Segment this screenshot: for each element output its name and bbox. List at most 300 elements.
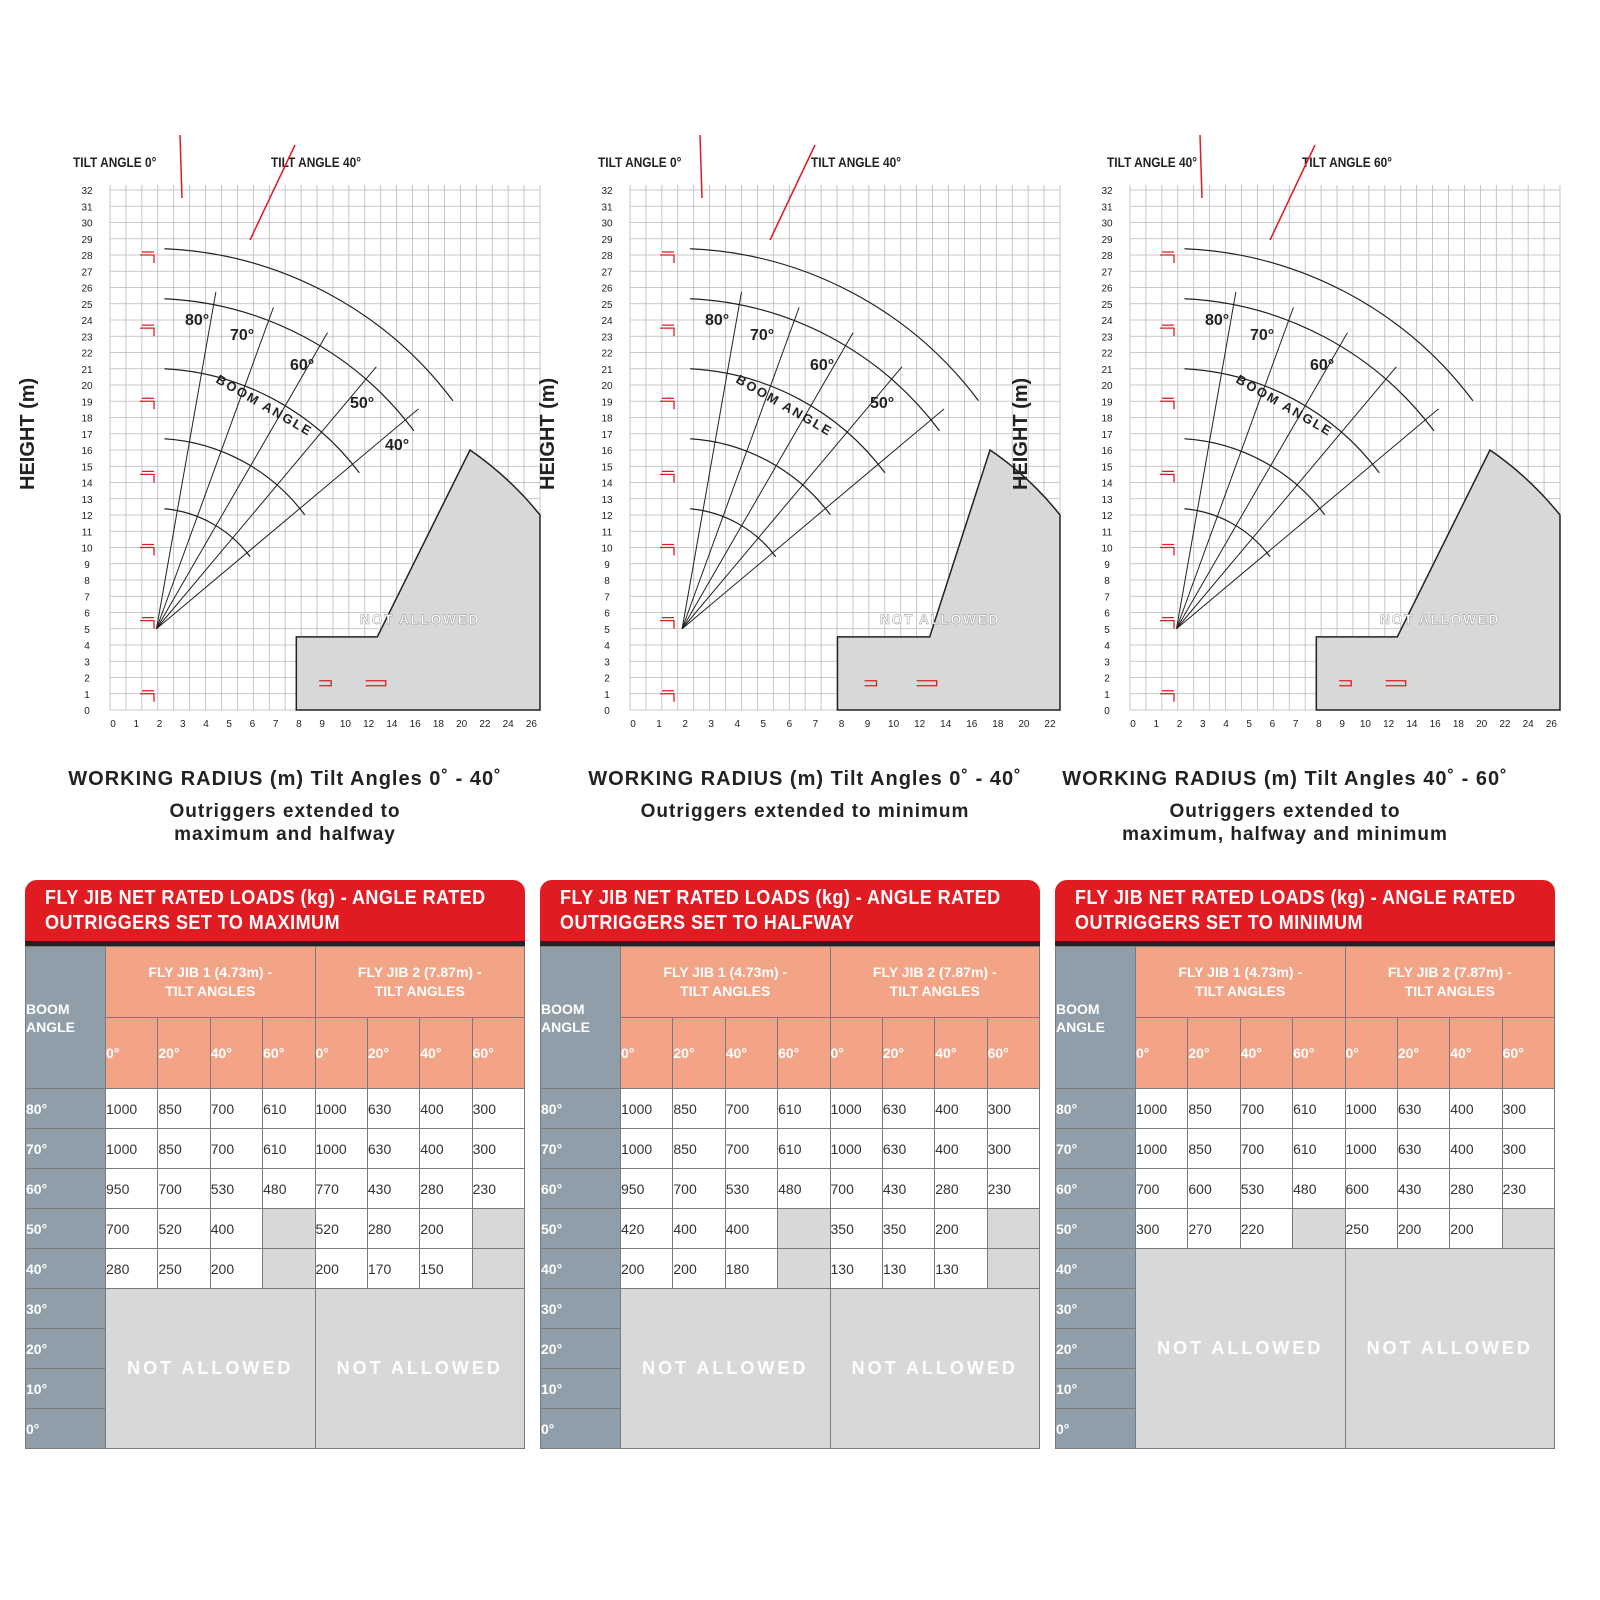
load-value-cell: 200 <box>210 1249 262 1289</box>
load-value-cell: 480 <box>263 1169 315 1209</box>
tilt-angle-header: 60° <box>1293 1018 1345 1089</box>
caption-line-1: Outriggers extended to minimum <box>640 801 970 822</box>
boom-envelope-arc <box>1184 369 1379 473</box>
table-title-line-2: OUTRIGGERS SET TO MAXIMUM <box>45 912 340 934</box>
load-chart-2 <box>545 150 1056 750</box>
boom-header-line: BOOM <box>1056 1000 1100 1017</box>
y-tick-label: 9 <box>604 559 610 571</box>
chart-panel-2 <box>537 150 1056 850</box>
y-tick-label: 8 <box>84 576 90 587</box>
tilt-indicator-line <box>770 145 815 240</box>
y-tick-label: 4 <box>84 641 90 652</box>
load-value-cell: 1000 <box>830 1129 882 1169</box>
tilt-label-b: TILT ANGLE 60° <box>1302 154 1393 170</box>
x-tick-label: 10 <box>1359 719 1371 730</box>
jib-header-line: FLY JIB 2 (7.87m) - <box>1387 964 1512 980</box>
tilt-angle-header: 40° <box>725 1018 777 1089</box>
x-tick-label: 5 <box>1246 719 1252 730</box>
y-tick-label: 24 <box>601 316 613 327</box>
y-tick-label: 22 <box>1101 348 1113 360</box>
y-tick-label: 16 <box>81 446 93 457</box>
jib-header-row <box>541 947 1040 1018</box>
fly-jib-2-header <box>315 947 525 1018</box>
load-value-cell: 630 <box>882 1089 934 1129</box>
load-value-cell: 1000 <box>1136 1129 1188 1169</box>
not-allowed-block <box>106 1289 316 1449</box>
x-tick-label: 6 <box>786 719 793 730</box>
load-value-cell: 610 <box>263 1089 315 1129</box>
y-tick-label: 19 <box>601 397 613 409</box>
y-tick-label: 18 <box>601 413 613 425</box>
y-tick-label: 24 <box>1101 316 1113 327</box>
table-title-line-1: FLY JIB NET RATED LOADS (kg) - ANGLE RATED <box>45 887 486 909</box>
boom-header-line: ANGLE <box>1056 1018 1105 1035</box>
y-tick-label: 16 <box>601 446 613 457</box>
y-tick-label: 31 <box>1101 202 1113 214</box>
table-row <box>26 1169 525 1209</box>
y-tick-label: 27 <box>81 267 93 279</box>
not-allowed-block <box>830 1289 1040 1449</box>
boom-angle-cell: 60° <box>541 1169 621 1209</box>
load-value-cell: 400 <box>1450 1129 1502 1169</box>
tilt-angle-header: 20° <box>673 1018 725 1089</box>
load-value-cell: 700 <box>725 1129 777 1169</box>
x-tick-label: 1 <box>656 719 662 730</box>
x-tick-label: 14 <box>940 719 952 730</box>
boom-angle-line <box>682 307 799 628</box>
load-value-cell: 300 <box>1502 1089 1554 1129</box>
y-tick-label: 29 <box>81 234 93 246</box>
y-tick-label: 32 <box>1101 186 1113 197</box>
tilt-angle-header: 0° <box>315 1018 367 1089</box>
load-value-cell: 630 <box>1397 1089 1449 1129</box>
load-value-cell: 850 <box>1188 1129 1240 1169</box>
jib-header-line: TILT ANGLES <box>165 983 256 999</box>
y-tick-label: 7 <box>604 592 610 604</box>
load-value-cell: 280 <box>420 1169 472 1209</box>
radius-axis-label: WORKING RADIUS (m) Tilt Angles 0˚ - 40˚ <box>588 768 1022 790</box>
not-allowed-cell <box>987 1209 1039 1249</box>
boom-angle-cell: 20° <box>541 1329 621 1369</box>
table-row <box>541 1089 1040 1129</box>
boom-angle-cell: 10° <box>541 1369 621 1409</box>
boom-envelope-arc <box>690 369 885 473</box>
tilt-angle-header: 60° <box>987 1018 1039 1089</box>
load-value-cell: 1000 <box>315 1129 367 1169</box>
x-tick-label: 24 <box>1522 719 1534 730</box>
table-title-line-1: FLY JIB NET RATED LOADS (kg) - ANGLE RATED <box>560 887 1001 909</box>
boom-angle-value-label: 60° <box>810 357 835 374</box>
boom-header-line: BOOM <box>26 1000 70 1017</box>
load-value-cell: 250 <box>1345 1209 1397 1249</box>
load-value-cell: 850 <box>1188 1089 1240 1129</box>
tilt-angle-header: 40° <box>1450 1018 1502 1089</box>
tilt-angle-header: 60° <box>472 1018 524 1089</box>
boom-angle-cell: 40° <box>1056 1249 1136 1289</box>
load-value-cell: 480 <box>778 1169 830 1209</box>
load-value-cell: 280 <box>1450 1169 1502 1209</box>
x-tick-label: 9 <box>1339 719 1345 730</box>
boom-angle-cell: 10° <box>1056 1369 1136 1409</box>
radius-axis-label: WORKING RADIUS (m) Tilt Angles 40˚ - 60˚ <box>1062 768 1508 790</box>
load-value-cell: 300 <box>1502 1129 1554 1169</box>
boom-angle-header <box>541 947 621 1089</box>
y-tick-label: 14 <box>81 478 93 490</box>
load-value-cell: 700 <box>830 1169 882 1209</box>
boom-angle-cell: 30° <box>1056 1289 1136 1329</box>
y-tick-label: 31 <box>601 202 613 214</box>
load-value-cell: 520 <box>315 1209 367 1249</box>
load-value-cell: 230 <box>1502 1169 1554 1209</box>
y-tick-label: 3 <box>604 657 610 669</box>
load-value-cell: 950 <box>621 1169 673 1209</box>
load-table <box>1055 946 1555 1449</box>
height-axis-label: HEIGHT (m) <box>17 377 39 490</box>
tilt-angle-header: 60° <box>263 1018 315 1089</box>
y-tick-label: 26 <box>601 283 613 295</box>
load-value-cell: 230 <box>472 1169 524 1209</box>
load-value-cell: 400 <box>1450 1089 1502 1129</box>
x-tick-label: 9 <box>864 719 871 730</box>
table-row <box>1056 1089 1555 1129</box>
load-value-cell: 630 <box>1397 1129 1449 1169</box>
boom-angle-cell: 10° <box>26 1369 106 1409</box>
load-value-cell: 200 <box>673 1249 725 1289</box>
jib-header-line: TILT ANGLES <box>680 983 771 999</box>
boom-angle-line <box>1176 409 1438 629</box>
fly-jib-1-header <box>1136 947 1346 1018</box>
y-tick-label: 14 <box>601 478 613 490</box>
load-value-cell: 630 <box>367 1129 419 1169</box>
x-tick-label: 2 <box>682 719 688 730</box>
y-tick-label: 5 <box>1104 624 1110 636</box>
x-tick-label: 26 <box>525 719 537 730</box>
x-tick-label: 5 <box>226 719 232 730</box>
not-allowed-cell <box>472 1209 524 1249</box>
x-tick-label: 1 <box>1153 719 1160 730</box>
load-value-cell: 130 <box>882 1249 934 1289</box>
fly-jib-1-header <box>621 947 831 1018</box>
chart-caption <box>1025 800 1545 846</box>
fly-jib-1-header <box>106 947 316 1018</box>
x-tick-label: 6 <box>1269 719 1276 730</box>
x-tick-label: 18 <box>432 719 444 730</box>
y-tick-label: 13 <box>601 494 613 506</box>
x-tick-label: 18 <box>1452 719 1464 730</box>
load-chart-3 <box>1045 150 1557 750</box>
boom-angle-label: BOOM ANGLE <box>1233 371 1336 440</box>
x-tick-label: 0 <box>630 719 636 730</box>
boom-angle-cell: 80° <box>541 1089 621 1129</box>
y-tick-label: 3 <box>84 657 90 669</box>
x-tick-label: 20 <box>1476 719 1488 730</box>
boom-angle-cell: 50° <box>26 1209 106 1249</box>
y-tick-label: 21 <box>601 364 613 376</box>
load-table-minimum <box>1055 880 1555 1460</box>
y-tick-label: 2 <box>84 673 90 685</box>
y-tick-label: 6 <box>1104 608 1110 620</box>
caption-line-1: Outriggers extended to <box>169 801 401 822</box>
boom-angle-value-label: 70° <box>750 327 775 344</box>
x-tick-label: 0 <box>1130 719 1136 730</box>
boom-angle-label: BOOM ANGLE <box>733 371 836 440</box>
tilt-indicator-line <box>180 135 182 198</box>
x-tick-label: 3 <box>1199 719 1206 730</box>
load-value-cell: 420 <box>621 1209 673 1249</box>
table-row <box>1056 1209 1555 1249</box>
tilt-angle-header: 60° <box>1502 1018 1554 1089</box>
not-allowed-block <box>1345 1249 1555 1449</box>
x-tick-label: 20 <box>1018 719 1030 730</box>
load-value-cell: 400 <box>420 1129 472 1169</box>
load-value-cell: 700 <box>673 1169 725 1209</box>
boom-angle-value-label: 50° <box>350 395 375 412</box>
caption-line-1: Outriggers extended to <box>1169 801 1401 822</box>
jib-header-line: FLY JIB 2 (7.87m) - <box>872 964 997 980</box>
not-allowed-label: NOT ALLOWED <box>359 610 481 627</box>
boom-angle-value-label: 80° <box>705 312 730 329</box>
load-value-cell: 1000 <box>1345 1129 1397 1169</box>
table-row <box>26 1209 525 1249</box>
x-tick-label: 5 <box>760 719 767 730</box>
y-tick-label: 13 <box>81 494 93 506</box>
y-tick-label: 25 <box>81 299 93 311</box>
boom-header-line: ANGLE <box>541 1018 590 1035</box>
load-value-cell: 400 <box>420 1089 472 1129</box>
boom-angle-value-label: 80° <box>1205 312 1230 329</box>
load-table-maximum <box>25 880 525 1460</box>
y-tick-label: 19 <box>81 397 93 409</box>
x-tick-label: 10 <box>339 719 351 730</box>
load-value-cell: 1000 <box>106 1089 158 1129</box>
x-tick-label: 26 <box>1545 719 1557 730</box>
x-tick-label: 12 <box>1383 719 1395 730</box>
load-value-cell: 200 <box>420 1209 472 1249</box>
x-tick-label: 16 <box>966 719 978 730</box>
load-value-cell: 130 <box>935 1249 987 1289</box>
boom-header-line: ANGLE <box>26 1018 75 1035</box>
load-value-cell: 600 <box>1188 1169 1240 1209</box>
jib-header-line: FLY JIB 2 (7.87m) - <box>357 964 482 980</box>
y-tick-label: 30 <box>81 218 93 230</box>
jib-header-row <box>26 947 525 1018</box>
load-value-cell: 270 <box>1188 1209 1240 1249</box>
y-tick-label: 0 <box>84 706 90 717</box>
y-tick-label: 24 <box>81 316 93 327</box>
y-tick-label: 12 <box>1101 511 1113 522</box>
boom-angle-cell: 0° <box>1056 1409 1136 1449</box>
load-value-cell: 300 <box>472 1129 524 1169</box>
y-tick-label: 10 <box>81 543 93 555</box>
y-tick-label: 7 <box>1104 592 1110 604</box>
y-tick-label: 20 <box>1101 381 1113 392</box>
load-value-cell: 280 <box>935 1169 987 1209</box>
table-row <box>26 1289 525 1329</box>
tilt-angle-header: 20° <box>1188 1018 1240 1089</box>
load-value-cell: 170 <box>367 1249 419 1289</box>
y-tick-label: 9 <box>84 559 90 571</box>
y-tick-label: 10 <box>601 543 613 555</box>
load-value-cell: 480 <box>1293 1169 1345 1209</box>
load-value-cell: 1000 <box>315 1089 367 1129</box>
y-tick-label: 4 <box>604 641 610 652</box>
y-tick-label: 1 <box>604 689 610 701</box>
x-tick-label: 4 <box>1223 719 1229 730</box>
load-value-cell: 400 <box>725 1209 777 1249</box>
y-tick-label: 19 <box>1101 397 1113 409</box>
load-value-cell: 350 <box>882 1209 934 1249</box>
not-allowed-label: NOT ALLOWED <box>1379 610 1501 627</box>
x-tick-label: 8 <box>296 719 302 730</box>
tilt-angle-header: 0° <box>1136 1018 1188 1089</box>
y-tick-label: 23 <box>81 332 93 344</box>
jib-header-line: FLY JIB 1 (4.73m) - <box>1178 964 1303 980</box>
load-value-cell: 520 <box>158 1209 210 1249</box>
tilt-indicator-line <box>1200 135 1202 198</box>
boom-header-line: BOOM <box>541 1000 585 1017</box>
y-tick-label: 11 <box>81 527 93 539</box>
y-tick-label: 21 <box>81 364 93 376</box>
not-allowed-label: NOT ALLOWED <box>879 610 1001 627</box>
tilt-angle-header: 20° <box>158 1018 210 1089</box>
y-tick-label: 8 <box>604 576 610 587</box>
y-tick-label: 7 <box>84 592 90 604</box>
boom-angle-cell: 50° <box>1056 1209 1136 1249</box>
x-tick-label: 18 <box>992 719 1004 730</box>
y-tick-label: 23 <box>601 332 613 344</box>
table-row <box>541 1249 1040 1289</box>
load-value-cell: 770 <box>315 1169 367 1209</box>
load-value-cell: 220 <box>1240 1209 1292 1249</box>
y-tick-label: 12 <box>81 511 93 522</box>
load-value-cell: 200 <box>1397 1209 1449 1249</box>
x-tick-label: 2 <box>156 719 163 730</box>
load-value-cell: 850 <box>158 1129 210 1169</box>
x-tick-label: 8 <box>838 719 845 730</box>
y-tick-label: 17 <box>81 429 93 441</box>
load-value-cell: 1000 <box>830 1089 882 1129</box>
x-tick-label: 22 <box>1499 719 1511 730</box>
load-value-cell: 230 <box>987 1169 1039 1209</box>
load-value-cell: 610 <box>263 1129 315 1169</box>
y-tick-label: 31 <box>81 202 93 214</box>
y-tick-label: 17 <box>601 429 613 441</box>
y-tick-label: 18 <box>1101 413 1113 425</box>
x-tick-label: 22 <box>1044 719 1056 730</box>
y-tick-label: 30 <box>601 218 613 230</box>
y-tick-label: 10 <box>1101 543 1113 555</box>
boom-angle-value-label: 80° <box>185 312 210 329</box>
y-tick-label: 28 <box>601 251 613 262</box>
fly-jib-2-header <box>1345 947 1555 1018</box>
load-table <box>25 946 525 1449</box>
boom-angle-cell: 80° <box>1056 1089 1136 1129</box>
load-value-cell: 700 <box>158 1169 210 1209</box>
y-tick-label: 18 <box>81 413 93 425</box>
load-value-cell: 630 <box>882 1129 934 1169</box>
table-row <box>541 1209 1040 1249</box>
y-tick-label: 25 <box>1101 299 1113 311</box>
load-value-cell: 180 <box>725 1249 777 1289</box>
load-value-cell: 1000 <box>1136 1089 1188 1129</box>
table-row <box>541 1289 1040 1329</box>
load-value-cell: 200 <box>315 1249 367 1289</box>
table-row <box>26 1249 525 1289</box>
load-value-cell: 530 <box>1240 1169 1292 1209</box>
x-tick-label: 4 <box>734 719 741 730</box>
tilt-angle-header: 20° <box>1397 1018 1449 1089</box>
tilt-label-a: TILT ANGLE 40° <box>1107 154 1198 170</box>
load-value-cell: 850 <box>673 1089 725 1129</box>
boom-angle-value-label: 70° <box>1250 327 1275 344</box>
chart-caption <box>25 800 545 846</box>
x-tick-label: 16 <box>409 719 421 730</box>
chart-panel-3 <box>1010 150 1557 850</box>
y-tick-label: 27 <box>1101 267 1113 279</box>
jib-header-line: TILT ANGLES <box>1404 983 1495 999</box>
boom-envelope-arc <box>164 369 359 473</box>
load-value-cell: 610 <box>1293 1089 1345 1129</box>
boom-angle-value-label: 40° <box>385 437 410 454</box>
load-chart-1 <box>25 150 537 750</box>
load-value-cell: 300 <box>472 1089 524 1129</box>
tilt-angle-header: 20° <box>882 1018 934 1089</box>
boom-angle-cell: 60° <box>26 1169 106 1209</box>
chart-caption <box>545 800 1065 823</box>
boom-angle-cell: 20° <box>26 1329 106 1369</box>
caption-line-2: maximum and halfway <box>174 824 396 845</box>
table-row <box>541 1169 1040 1209</box>
y-tick-label: 32 <box>81 186 93 197</box>
x-tick-label: 7 <box>272 719 279 730</box>
load-value-cell: 850 <box>673 1129 725 1169</box>
x-tick-label: 22 <box>479 719 491 730</box>
load-value-cell: 700 <box>1136 1169 1188 1209</box>
y-tick-label: 22 <box>601 348 613 360</box>
tilt-angle-header: 0° <box>1345 1018 1397 1089</box>
load-value-cell: 1000 <box>106 1129 158 1169</box>
x-tick-label: 12 <box>363 719 375 730</box>
y-tick-label: 27 <box>601 267 613 279</box>
table-row <box>26 1089 525 1129</box>
boom-angle-cell: 60° <box>1056 1169 1136 1209</box>
x-tick-label: 0 <box>110 719 116 730</box>
boom-angle-cell: 0° <box>26 1409 106 1449</box>
load-value-cell: 300 <box>987 1089 1039 1129</box>
load-value-cell: 300 <box>987 1129 1039 1169</box>
load-value-cell: 300 <box>1136 1209 1188 1249</box>
not-allowed-text: NOT ALLOWED <box>1366 1338 1533 1358</box>
tilt-angle-header: 20° <box>367 1018 419 1089</box>
y-tick-label: 26 <box>81 283 93 295</box>
y-tick-label: 6 <box>604 608 610 620</box>
load-value-cell: 200 <box>1450 1209 1502 1249</box>
table-row <box>1056 1169 1555 1209</box>
load-value-cell: 610 <box>778 1129 830 1169</box>
y-tick-label: 20 <box>81 381 93 392</box>
y-tick-label: 0 <box>604 706 610 717</box>
load-value-cell: 1000 <box>621 1129 673 1169</box>
load-value-cell: 130 <box>830 1249 882 1289</box>
y-tick-label: 28 <box>1101 251 1113 262</box>
boom-angle-value-label: 60° <box>1310 357 1335 374</box>
not-allowed-block <box>621 1289 831 1449</box>
y-tick-label: 30 <box>1101 218 1113 230</box>
height-axis-label: HEIGHT (m) <box>1010 377 1032 490</box>
tilt-angle-header: 60° <box>778 1018 830 1089</box>
y-tick-label: 11 <box>601 527 613 539</box>
not-allowed-text: NOT ALLOWED <box>642 1358 809 1378</box>
